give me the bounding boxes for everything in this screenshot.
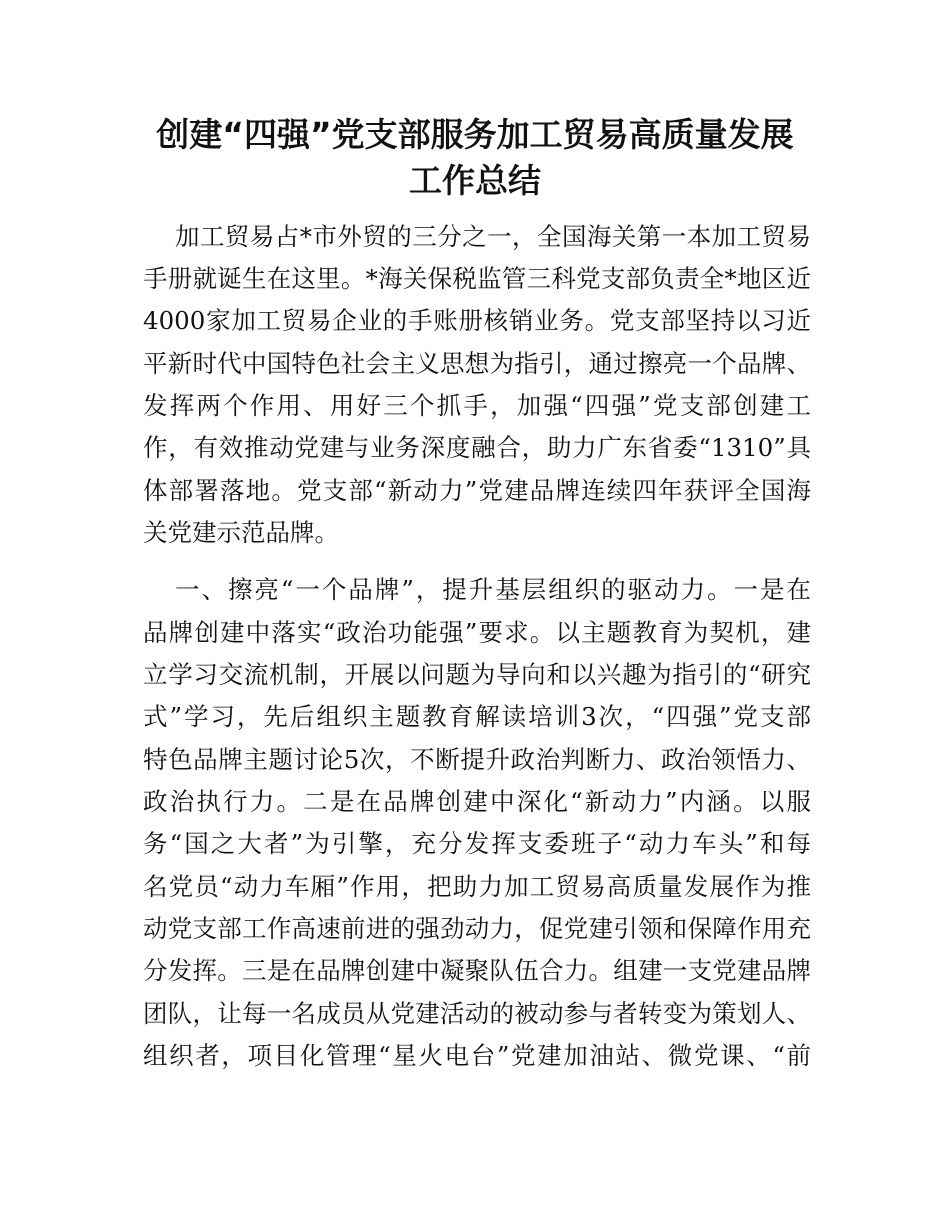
paragraph-line: 发挥两个作用、用好三个抓手，加强“四强”党支部创建工: [143, 391, 811, 420]
paragraph-line: 一、擦亮“一个品牌”，提升基层组织的驱动力。一是在: [175, 575, 811, 604]
paragraph-line: 名党员“动力车厢”作用，把助力加工贸易高质量发展作为推: [143, 872, 811, 901]
paragraph-line: 组织者，项目化管理“星火电台”党建加油站、微党课、“前: [143, 1041, 811, 1070]
paragraph-line: 团队，让每一名成员从党建活动的被动参与者转变为策划人、: [143, 999, 811, 1028]
paragraph-line: 加工贸易占*市外贸的三分之一，全国海关第一本加工贸易: [175, 222, 811, 251]
paragraph-line: 体部署落地。党支部“新动力”党建品牌连续四年获评全国海: [143, 476, 811, 505]
paragraph-line: 4000家加工贸易企业的手账册核销业务。党支部坚持以习近: [143, 306, 811, 335]
paragraph-line: 政治执行力。二是在品牌创建中深化“新动力”内涵。以服: [143, 787, 811, 816]
paragraph-line: 平新时代中国特色社会主义思想为指引，通过擦亮一个品牌、: [143, 349, 811, 378]
paragraph-line: 关党建示范品牌。: [143, 518, 339, 547]
paragraph-line: 分发挥。三是在品牌创建中凝聚队伍合力。组建一支党建品牌: [143, 956, 811, 985]
paragraph-line: 品牌创建中落实“政治功能强”要求。以主题教育为契机，建: [143, 618, 811, 647]
paragraph-line: 手册就诞生在这里。*海关保税监管三科党支部负责全*地区近: [143, 264, 811, 293]
paragraph-line: 动党支部工作高速前进的强劲动力，促党建引领和保障作用充: [143, 914, 811, 943]
paragraph-line: 特色品牌主题讨论5次，不断提升政治判断力、政治领悟力、: [143, 745, 811, 774]
document-title-line-1: 创建“四强”党支部服务加工贸易高质量发展: [156, 115, 794, 154]
paragraph-line: 式”学习，先后组织主题教育解读培训3次，“四强”党支部: [143, 702, 811, 731]
paragraph-line: 立学习交流机制，开展以问题为导向和以兴趣为指引的“研究: [143, 660, 811, 689]
paragraph-line: 务“国之大者”为引擎，充分发挥支委班子“动力车头”和每: [143, 829, 811, 858]
document-title-line-2: 工作总结: [409, 161, 541, 200]
paragraph-line: 作，有效推动党建与业务深度融合，助力广东省委“1310”具: [143, 433, 811, 462]
